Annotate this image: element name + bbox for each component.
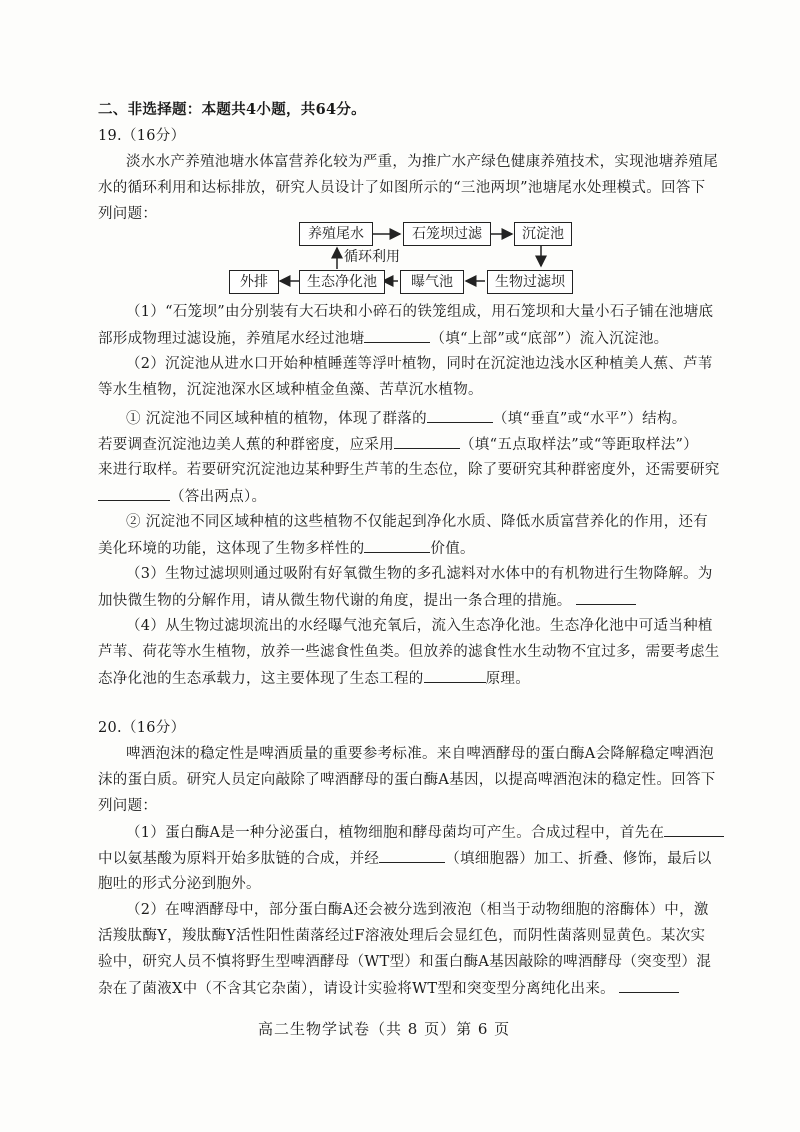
q20-p2-line-4 xyxy=(98,978,679,999)
answer-blank-q19-2-1b[interactable] xyxy=(394,434,460,449)
q19-intro-line-1: 淡水水产养殖池塘水体富营养化较为严重，为推广水产绿色健康养殖技术，实现池塘养殖尾 xyxy=(126,154,718,170)
q19-p4-line-3 xyxy=(98,668,530,689)
q19-p1-text-b: （填“上部”或“底部”）流入沉淀池。 xyxy=(430,331,669,347)
box-discharge: 外排 xyxy=(229,270,279,294)
answer-blank-q19-3[interactable] xyxy=(576,590,636,605)
q19-p1-line-1: （1）“石笼坝”由分别装有大石块和小碎石的铁笼组成，用石笼坝和大量小石子铺在池塘底 xyxy=(126,304,714,320)
q19-p2-1-line-1 xyxy=(126,408,687,429)
answer-blank-q20-1b[interactable] xyxy=(379,848,445,863)
answer-blank-q19-2-1a[interactable] xyxy=(427,408,493,423)
q19-number: 19.（16分） xyxy=(98,128,186,144)
answer-blank-q19-1[interactable] xyxy=(364,328,430,343)
q20-p1-line-3: 胞吐的形式分泌到胞外。 xyxy=(98,876,261,892)
section-header: 二、非选择题：本题共4小题，共64分。 xyxy=(98,101,366,118)
box-aeration-pond: 曝气池 xyxy=(400,270,464,294)
q19-p3-line-2 xyxy=(98,590,636,611)
q20-p1-line-2 xyxy=(98,848,712,869)
q20-intro-line-1: 啤酒泡沫的稳定性是啤酒质量的重要参考标准。来自啤酒酵母的蛋白酶A会降解稳定啤酒泡 xyxy=(126,746,714,762)
q19-p2-1-text-d: （填“五点取样法”或“等距取样法”） xyxy=(460,437,699,453)
q19-p1-text-a: 部形成物理过滤设施，养殖尾水经过池塘 xyxy=(98,331,365,347)
box-eco-purification-pond: 生态净化池 xyxy=(299,270,385,294)
q19-p2-2-text-a: 美化环境的功能，这体现了生物多样性的 xyxy=(98,541,365,557)
q19-p2-1-line-3: 来进行取样。若要研究沉淀池边某种野生芦苇的生态位，除了要研究其种群密度外，还需要研究 xyxy=(98,462,720,478)
q20-p1-text-c: （填细胞器）加工、折叠、修饰，最后以 xyxy=(445,851,712,867)
label-recycle: 循环利用 xyxy=(344,249,400,265)
q19-p3-line-1: （3）生物过滤坝则通过吸附有好氧微生物的多孔滤料对水体中的有机物进行生物降解。为 xyxy=(126,566,713,582)
q20-p1-text-b: 中以氨基酸为原料开始多肽链的合成，并经 xyxy=(98,851,380,867)
q19-p2-1-text-c: 若要调查沉淀池边美人蕉的种群密度，应采用 xyxy=(98,437,394,453)
q20-p1-text-a: （1）蛋白酶A是一种分泌蛋白，植物细胞和酵母菌均可产生。合成过程中，首先在 xyxy=(126,825,665,841)
q20-p2-line-3: 验中，研究人员不慎将野生型啤酒酵母（WT型）和蛋白酶A基因敲除的啤酒酵母（突变型）混 xyxy=(98,954,712,970)
answer-blank-q20-2[interactable] xyxy=(619,978,679,993)
q19-p2-line-2: 等水生植物，沉淀池深水区域种植金鱼藻、苦草沉水植物。 xyxy=(98,382,483,398)
q19-p4-text-b: 原理。 xyxy=(485,671,531,687)
box-stone-cage-filter: 石笼坝过滤 xyxy=(403,222,491,246)
q20-p1-line-1 xyxy=(126,822,724,843)
q19-p3-text: 加快微生物的分解作用，请从微生物代谢的角度，提出一条合理的措施。 xyxy=(98,593,572,609)
q19-p2-1-text-b: （填“垂直”或“水平”）结构。 xyxy=(492,411,687,427)
q20-intro-line-3: 列问题： xyxy=(98,798,158,814)
answer-blank-q19-2-1c[interactable] xyxy=(98,486,170,501)
q20-p2-text: 杂在了菌液X中（不含其它杂菌），请设计实验将WT型和突变型分离纯化出来。 xyxy=(98,981,615,997)
q20-p2-line-1: （2）在啤酒酵母中，部分蛋白酶A还会被分选到液泡（相当于动物细胞的溶酶体）中，激 xyxy=(126,902,709,918)
q19-p4-line-1: （4）从生物过滤坝流出的水经曝气池充氧后，流入生态净化池。生态净化池中可适当种植 xyxy=(126,618,713,634)
q19-p1-line-2 xyxy=(98,328,668,349)
answer-blank-q20-1a[interactable] xyxy=(664,822,724,837)
box-sedimentation-pond: 沉淀池 xyxy=(514,222,572,246)
q20-number: 20.（16分） xyxy=(98,720,186,736)
q19-p2-1-text-a: ① 沉淀池不同区域种植的植物，体现了群落的 xyxy=(126,411,427,427)
q19-p2-2-line-1: ② 沉淀池不同区域种植的这些植物不仅能起到净化水质、降低水质富营养化的作用，还有 xyxy=(126,514,709,530)
q19-p2-1-line-4 xyxy=(98,486,266,507)
q20-intro-line-2: 沫的蛋白质。研究人员定向敲除了啤酒酵母的蛋白酶A基因，以提高啤酒泡沫的稳定性。回答下 xyxy=(98,772,716,788)
q19-intro-line-3: 列问题： xyxy=(98,206,158,222)
q19-p2-line-1: （2）沉淀池从进水口开始种植睡莲等浮叶植物，同时在沉淀池边浅水区种植美人蕉、芦苇 xyxy=(126,356,713,372)
q19-p2-2-text-b: 价值。 xyxy=(430,541,475,557)
box-aquaculture-tailwater: 养殖尾水 xyxy=(299,222,373,246)
box-bio-filter-dam: 生物过滤坝 xyxy=(487,270,573,294)
page-footer: 高二生物学试卷（共 8 页）第 6 页 xyxy=(258,1020,511,1038)
flow-diagram-arrows xyxy=(0,0,800,300)
answer-blank-q19-4[interactable] xyxy=(424,668,486,683)
answer-blank-q19-2-2[interactable] xyxy=(364,538,430,553)
q19-p4-text-a: 态净化池的生态承载力，这主要体现了生态工程的 xyxy=(98,671,424,687)
q19-intro-line-2: 水的循环利用和达标排放，研究人员设计了如图所示的“三池两坝”池塘尾水处理模式。回答下 xyxy=(98,180,706,196)
q19-p2-1-text-e: （答出两点）。 xyxy=(170,489,267,505)
q19-p4-line-2: 芦苇、荷花等水生植物，放养一些滤食性鱼类。但放养的滤食性水生动物不宜过多，需要考虑生 xyxy=(98,644,720,660)
q19-p2-2-line-2 xyxy=(98,538,475,559)
q20-p2-line-2: 活羧肽酶Y，羧肽酶Y活性阳性菌落经过F溶液处理后会显红色，而阴性菌落则显黄色。某次实 xyxy=(98,928,706,944)
q19-p2-1-line-2 xyxy=(98,434,698,455)
